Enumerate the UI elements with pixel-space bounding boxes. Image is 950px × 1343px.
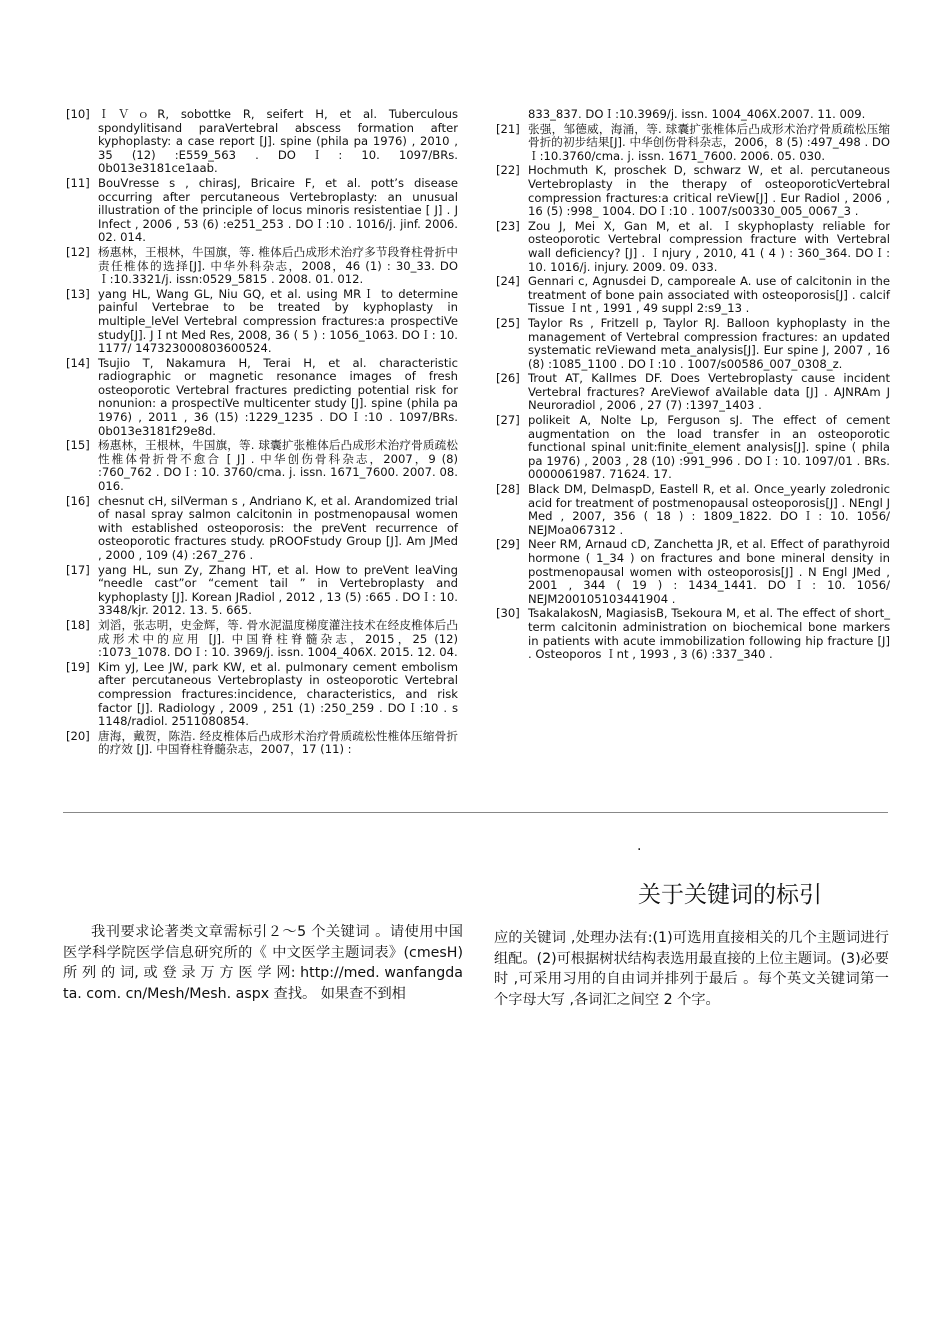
reference-item: [496, 123, 890, 164]
reference-number: [30]: [496, 606, 520, 621]
references-column-right: [496, 108, 890, 663]
reference-text: Gennari c, Agnusdei D, camporeale A. use of calcitonin in the treatment of bone pain associated with osteoporosis[J] . calcif Tissue Ｉnt , 1991 , 49 suppl 2:s9_13 .: [528, 274, 890, 316]
notice-paragraph-right: 应的关键词 ,处理办法有:(1)可选用直接相关的几个主题词进行组配。(2)可根据树状结构表选用最直接的上位主题词。(3)必要时 ,可采用习用的自由词并排列于最后 。每个英文关键词第一个字母大写 ,各词汇之间空 2 个字。: [494, 930, 889, 1008]
reference-item: [66, 619, 458, 660]
reference-item: [66, 288, 458, 356]
reference-text: 刘滔，张志明，史金辉，等. 骨水泥温度梯度灌注技术在经皮椎体后凸成形术中的应用 [J]. 中国脊柱脊髓杂志，2015，25 (12) :1073_1078. DOＩ: 10. 3969/j. issn. 1004_406X. 2015. 12. 04.: [98, 617, 458, 660]
reference-number: [23]: [496, 218, 520, 233]
reference-text: 张强，邹德威，海涌，等. 球囊扩张椎体后凸成形术治疗骨质疏松压缩骨折的初步结果[J]. 中华创伤骨科杂志，2006，8 (5) :497_498 . DOＩ:10.3760/cma. j. issn. 1671_7600. 2006. 05. 030.: [528, 121, 890, 163]
reference-item: [66, 730, 458, 757]
reference-text: 杨惠林，王根林，牛国旗，等. 椎体后凸成形术治疗多节段脊柱骨折中责任椎体的选择[J]. 中华外科杂志，2008，46 (1) : 30_33. DOＩ:10.3321/j. issn:0529_5815 . 2008. 01. 012.: [98, 244, 458, 287]
reference-text: 杨惠林，王根林，牛国旗，等. 球囊扩张椎体后凸成形术治疗骨质疏松性椎体骨折骨不愈合 [ J] . 中华创伤骨科杂志，2007，9 (8) :760_762 . DOＩ: 10. 3760/cma. j. issn. 1671_7600. 2007. 08. 016.: [98, 438, 458, 494]
reference-item: [66, 357, 458, 439]
reference-number: [14]: [66, 355, 90, 370]
reference-text: TsakalakosN, MagiasisB, Tsekoura M, et al. The effect of short_ term calcitonin administration on biochemical bone markers in patients with acute immobilization following hip fracture [J] . Osteoporos Ｉnt , 1993 , 3 (6) :337_340 .: [528, 606, 890, 662]
reference-number: [28]: [496, 482, 520, 497]
reference-text: BouVresse s , chirasJ, Bricaire F, et al. pott’s disease occurring after percutaneous Vertebroplasty: an unusual illustration of the principle of locus minoris resistentiae [ J] . J Infect , 2006 , 53 (6) :e251_253 . DOＩ:10 . 1016/j. jinf. 2006. 02. 014.: [98, 175, 458, 245]
reference-item: [496, 538, 890, 606]
reference-number: [11]: [66, 175, 90, 190]
reference-item: [66, 108, 458, 176]
reference-text: yang HL, Wang GL, Niu GQ, et al. using MRＩ to determine painful Vertebrae to be treated by kyphoplasty in multiple_leVel Vertebral compression fractures:a prospectiVe study[J]. JＩnt Med Res, 2008, 36 ( 5 ) : 1056_1063. DOＩ: 10. 1177/ 147323000803600524.: [98, 286, 458, 356]
reference-number: [24]: [496, 274, 520, 289]
reference-text: 833_837. DOＩ:10.3969/j. issn. 1004_406X.2007. 11. 009.: [528, 107, 866, 121]
reference-item: [66, 564, 458, 618]
references-column-left: [66, 108, 458, 758]
reference-item: [66, 495, 458, 563]
reference-number: [25]: [496, 315, 520, 330]
reference-number: [27]: [496, 413, 520, 428]
reference-text: Zou J, Mei X, Gan M, et al. Ｉskyphoplasty reliable for osteoporotic Vertebral compression fracture with Vertebral wall deficiency? [J] . Ｉnjury , 2010, 41 ( 4 ) : 360_364. DOＩ: 10. 1016/j. injury. 2009. 09. 033.: [528, 218, 890, 274]
reference-text: Neer RM, Arnaud cD, Zanchetta JR, et al. Effect of parathyroid hormone ( 1_34 ) on fractures and bone mineral density in postmenopausal women with osteoporosis[J] . N Engl JMed , 2001 , 344 ( 19 ) : 1434_1441. DOＩ: 10. 1056/ NEJM200105103441904 .: [528, 537, 890, 606]
reference-item: [66, 246, 458, 287]
reference-item: [496, 483, 890, 537]
dot-mark: .: [637, 838, 642, 854]
reference-item: [66, 439, 458, 493]
reference-number: [17]: [66, 562, 90, 577]
reference-number: [18]: [66, 617, 90, 632]
reference-text: Taylor Rs , Fritzell p, Taylor RJ. Balloon kyphoplasty in the management of Vertebral compression fractures: an updated systematic reViewand meta_analysis[J]. Eur spine J, 2007 , 16 (8) :1085_1100 . DOＩ:10 . 1007/s00586_007_0308_z.: [528, 315, 890, 371]
reference-text: Tsujio T, Nakamura H, Terai H, et al. characteristic radiographic or magnetic resonance images of fresh osteoporotic Vertebral fractures predicting potential risk for nonunion: a prospectiVe multicenter study [J]. spine (phila pa 1976) , 2011 , 36 (15) :1229_1235 . DOＩ:10 . 1097/BRs. 0b013e3181f29e8d.: [98, 355, 458, 438]
notice-title: 关于关键词的标引: [638, 882, 822, 908]
reference-text: 唐海，戴贺，陈浩. 经皮椎体后凸成形术治疗骨质疏松性椎体压缩骨折的疗效 [J]. 中国脊柱脊髓杂志，2007，17 (11) :: [98, 728, 458, 757]
reference-text: chesnut cH, silVerman s , Andriano K, et al. Arandomized trial of nasal spray salmon calcitonin in postmenopausal women with established osteoporosis: the preVent recurrence of osteoporotic fractures study. pROOFstudy Group [J]. Am JMed , 2000 , 109 (4) :267_276 .: [98, 493, 458, 562]
reference-number: [21]: [496, 121, 520, 136]
reference-item: [496, 607, 890, 661]
reference-item: [496, 275, 890, 316]
reference-number: [29]: [496, 537, 520, 552]
reference-text: ＩＶｏR, sobottke R, seifert H, et al. Tuberculous spondylitisand paraVertebral abscess formation after kyphoplasty: a case report [J]. spine (phila pa 1976) , 2010 , 35 (12) :E559_563 . DOＩ: 10. 1097/BRs. 0b013e3181ce1aab.: [98, 107, 458, 176]
reference-number: [13]: [66, 286, 90, 301]
reference-number: [19]: [66, 659, 90, 674]
reference-number: [12]: [66, 244, 90, 259]
reference-text: Black DM, DelmaspD, Eastell R, et al. Once_yearly zoledronic acid for treatment of postmenopausal osteoporosis[J] . NEngl J Med , 2007, 356 ( 18 ) : 1809_1822. DOＩ: 10. 1056/ NEJMoa067312 .: [528, 482, 890, 537]
reference-item: [66, 661, 458, 729]
reference-item: [496, 372, 890, 413]
reference-item: [496, 220, 890, 274]
reference-number: [15]: [66, 438, 90, 453]
reference-item: [496, 317, 890, 371]
reference-text: Hochmuth K, proschek D, schwarz W, et al. percutaneous Vertebroplasty in the therapy of osteoporoticVertebral compression fractures:a critical reView[J] . Eur Radiol , 2006 , 16 (5) :998_ 1004. DOＩ:10 . 1007/s00330_005_0067_3 .: [528, 163, 890, 219]
reference-item: [496, 164, 890, 218]
reference-item: [496, 414, 890, 482]
section-divider: [63, 812, 888, 813]
reference-text: polikeit A, Nolte Lp, Ferguson sJ. The effect of cement augmentation on the load transfer in an osteoporotic functional spinal unit:finite_element analysis[J]. spine ( phila pa 1976) , 2003 , 28 (10) :991_996 . DOＩ: 10. 1097/01 . BRs. 0000061987. 71624. 17.: [528, 413, 890, 482]
reference-item: [66, 177, 458, 245]
reference-number: [26]: [496, 371, 520, 386]
reference-number: [20]: [66, 728, 90, 743]
reference-number: [22]: [496, 163, 520, 178]
notice-paragraph-left: 我刊要求论著类文章需标引２～5 个关键词 。请使用中国医学科学院医学信息研究所的《 中文医学主题词表》(cmesH) 所 列 的 词, 或 登 录 万 方 医 学 网: http://med. wanfangdata. com. cn/Mesh/Mesh. aspx 查找。 如果查不到相: [63, 924, 463, 1002]
reference-number: [10]: [66, 107, 90, 121]
reference-item: [496, 108, 890, 122]
reference-text: yang HL, sun Zy, Zhang HT, et al. How to preVent leaVing “needle cast”or “cement tail ” in Vertebroplasty and kyphoplasty [J]. Korean JRadiol , 2012 , 13 (5) :665 . DOＩ: 10. 3348/kjr. 2012. 13. 5. 665.: [98, 562, 458, 618]
reference-number: [16]: [66, 493, 90, 508]
reference-text: Kim yJ, Lee JW, park KW, et al. pulmonary cement embolism after percutaneous Vertebroplasty in osteoporotic Vertebral compression fractures:incidence, characteristics, and risk factor [J]. Radiology , 2009 , 251 (1) :250_259 . DOＩ:10 . s 1148/radiol. 2511080854.: [98, 659, 458, 729]
reference-text: Trout AT, Kallmes DF. Does Vertebroplasty cause incident Vertebral fractures? AreViewof aVailable data [J] . AJNRAm J Neuroradiol , 2006 , 27 (7) :1397_1403 .: [528, 371, 890, 413]
